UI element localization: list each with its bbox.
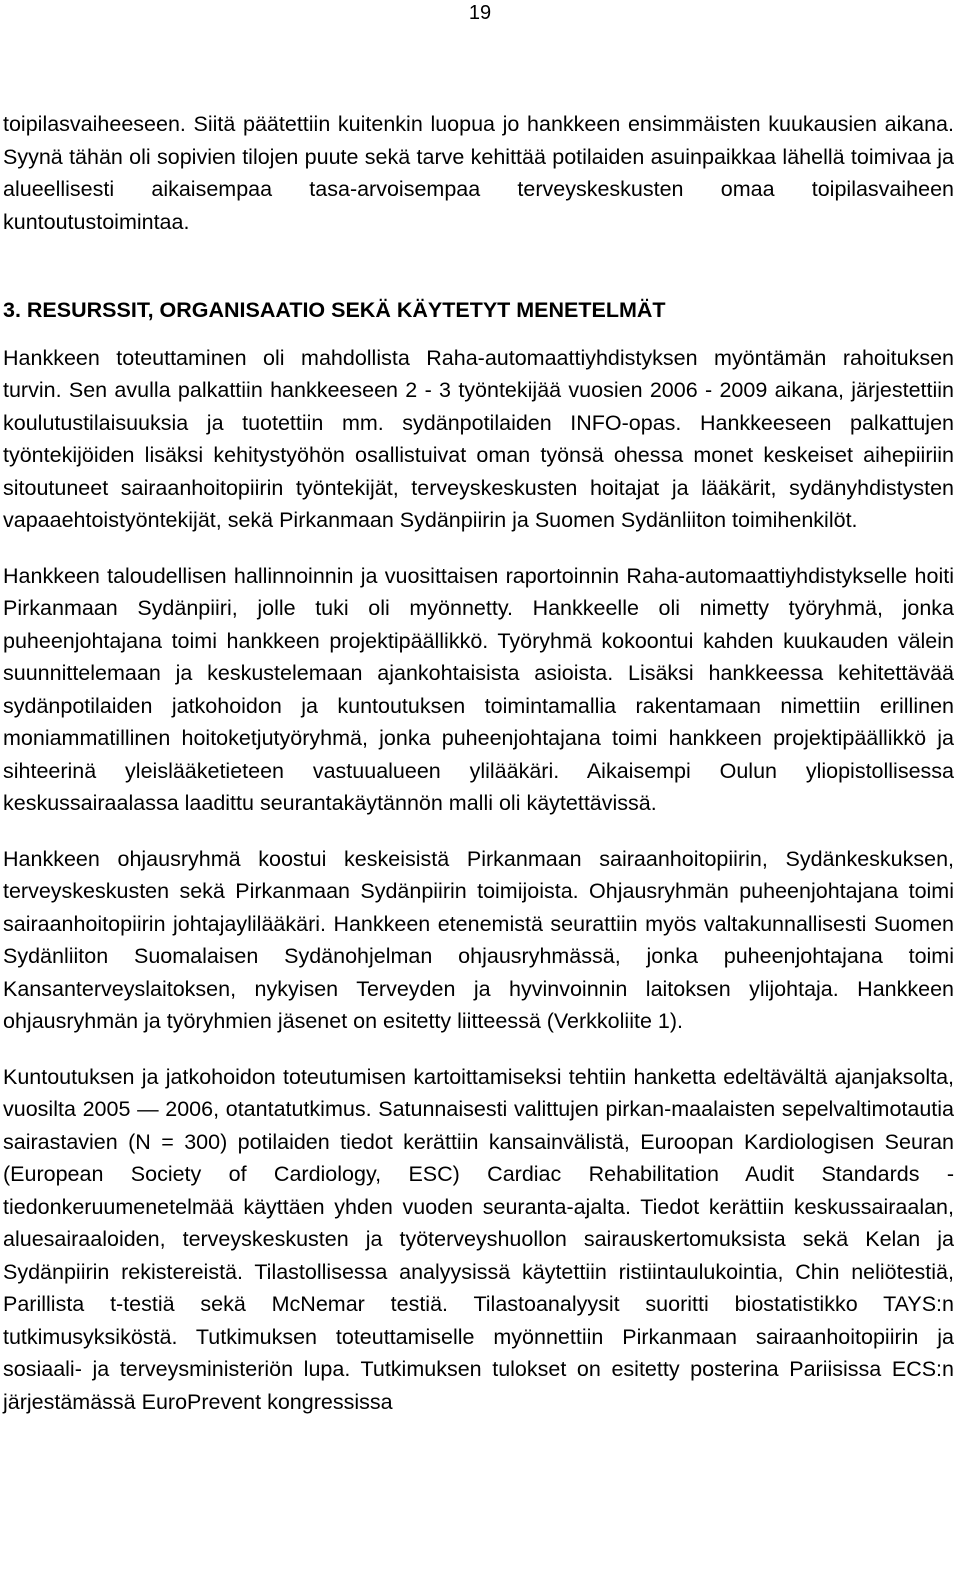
spacer (3, 1038, 954, 1061)
spacer (3, 537, 954, 560)
document-body (3, 108, 954, 1418)
paragraph-intro-continuation: toipilasvaiheeseen. Siitä päätettiin kuitenkin luopua jo hankkeen ensimmäisten kuukausien aikana. Syynä tähän oli sopivien tilojen puute sekä tarve kehittää potilaiden asuinpaikkaa lähellä toimivaa ja alueellisesti aikaisempaa tasa-arvoisempaa terveyskeskusten omaa toipilasvaiheen kuntoutustoimintaa. (3, 112, 954, 234)
page-number: 19 (468, 2, 492, 24)
paragraph-funding: Hankkeen toteuttaminen oli mahdollista Raha-automaattiyhdistyksen myöntämän rahoituksen turvin. Sen avulla palkattiin hankkeeseen 2 - 3 työntekijää vuosien 2006 - 2009 aikana, järjestettiin koulutustilaisuuksia ja tuotettiin mm. sydänpotilaiden INFO-opas. Hankkeeseen palkattujen työntekijöiden lisäksi kehitystyöhön osallistuivat oman työnsä ohessa monet keskeiset aihepiiriin sitoutuneet sairaanhoitopiirin työntekijät, terveyskeskusten hoitajat ja lääkärit, sydänyhdistysten vapaaehtoistyöntekijät, sekä Pirkanmaan Sydänpiirin ja Suomen Sydänliiton toimihenkilöt. (3, 345, 954, 532)
spacer (3, 238, 954, 294)
spacer (3, 820, 954, 843)
paragraph-steering-group: Hankkeen ohjausryhmä koostui keskeisistä Pirkanmaan sairaanhoitopiirin, Sydänkeskuksen, terveyskeskusten sekä Pirkanmaan Sydänpiirin toimijoista. Ohjausryhmän puheenjohtajana toimi sairaanhoitopiirin johtajaylilääkäri. Hankkeen etenemistä seurattiin myös valtakunnallisesti Suomen Sydänliiton Suomalaisen Sydänohjelman ohjausryhmässä, jonka puheenjohtajana toimi Kansanterveyslaitoksen, nykyisen Terveyden ja hyvinvoinnin laitoksen ylijohtaja. Hankkeen ohjausryhmän ja työryhmien jäsenet on esitetty liitteessä (Verkkoliite 1). (3, 846, 954, 1033)
paragraph-survey: Kuntoutuksen ja jatkohoidon toteutumisen kartoittamiseksi tehtiin hanketta edeltävältä ajanjaksolta, vuosilta 2005 — 2006, otantatutkimus. Satunnaisesti valittujen pirkan-maalaisten sepelvaltimotautia sairastavien (N = 300) potilaiden tiedot kerättiin kansainvälistä, Euroopan Kardiologisen Seuran (European Society of Cardiology, ESC) Cardiac Rehabilitation Audit Standards -tiedonkeruumenetelmää käyttäen yhden vuoden seuranta-ajalta. Tiedot kerättiin keskussairaalan, aluesairaaloiden, terveyskeskusten ja työterveyshuollon sairauskertomuksista sekä Kelan ja Sydänpiirin rekistereistä. Tilastollisessa analyysissä käytettiin ristiintaulukointia, Chin neliötestiä, Parillista t-testiä sekä McNemar testiä. Tilastoanalyysit suoritti biostatistikko TAYS:n tutkimusyksiköstä. Tutkimuksen toteuttamiselle myönnettiin Pirkanmaan sairaanhoitopiirin ja sosiaali- ja terveysministeriön lupa. Tutkimuksen tulokset on esitetty posterina Pariisissa ECS:n järjestämässä EuroPrevent kongressissa (3, 1064, 954, 1414)
paragraph-administration: Hankkeen taloudellisen hallinnoinnin ja vuosittaisen raportoinnin Raha-automaattiyhdistykselle hoiti Pirkanmaan Sydänpiiri, jolle tuki oli myönnetty. Hankkeelle oli nimetty työryhmä, jonka puheenjohtajana toimi hankkeen projektipäällikkö. Työryhmä kokoontui kahden kuukauden välein suunnittelemaan ja keskustelemaan ajankohtaisista asioista. Lisäksi hankkeessa kehitettävää sydänpotilaiden jatkohoidon ja kuntoutuksen toimintamallia rakentamaan nimettiin erillinen moniammatillinen hoitoketjutyöryhmä, jonka puheenjohtajana toimi hankkeen projektipäällikkö ja sihteerinä yleislääketieteen vastuualueen ylilääkäri. Aikaisempi Oulun yliopistollisessa keskussairaalassa laadittu seurantakäytännön malli oli käytettävissä. (3, 563, 954, 815)
section-heading: 3. RESURSSIT, ORGANISAATIO SEKÄ KÄYTETYT MENETELMÄT (3, 298, 666, 322)
spacer (3, 327, 954, 342)
